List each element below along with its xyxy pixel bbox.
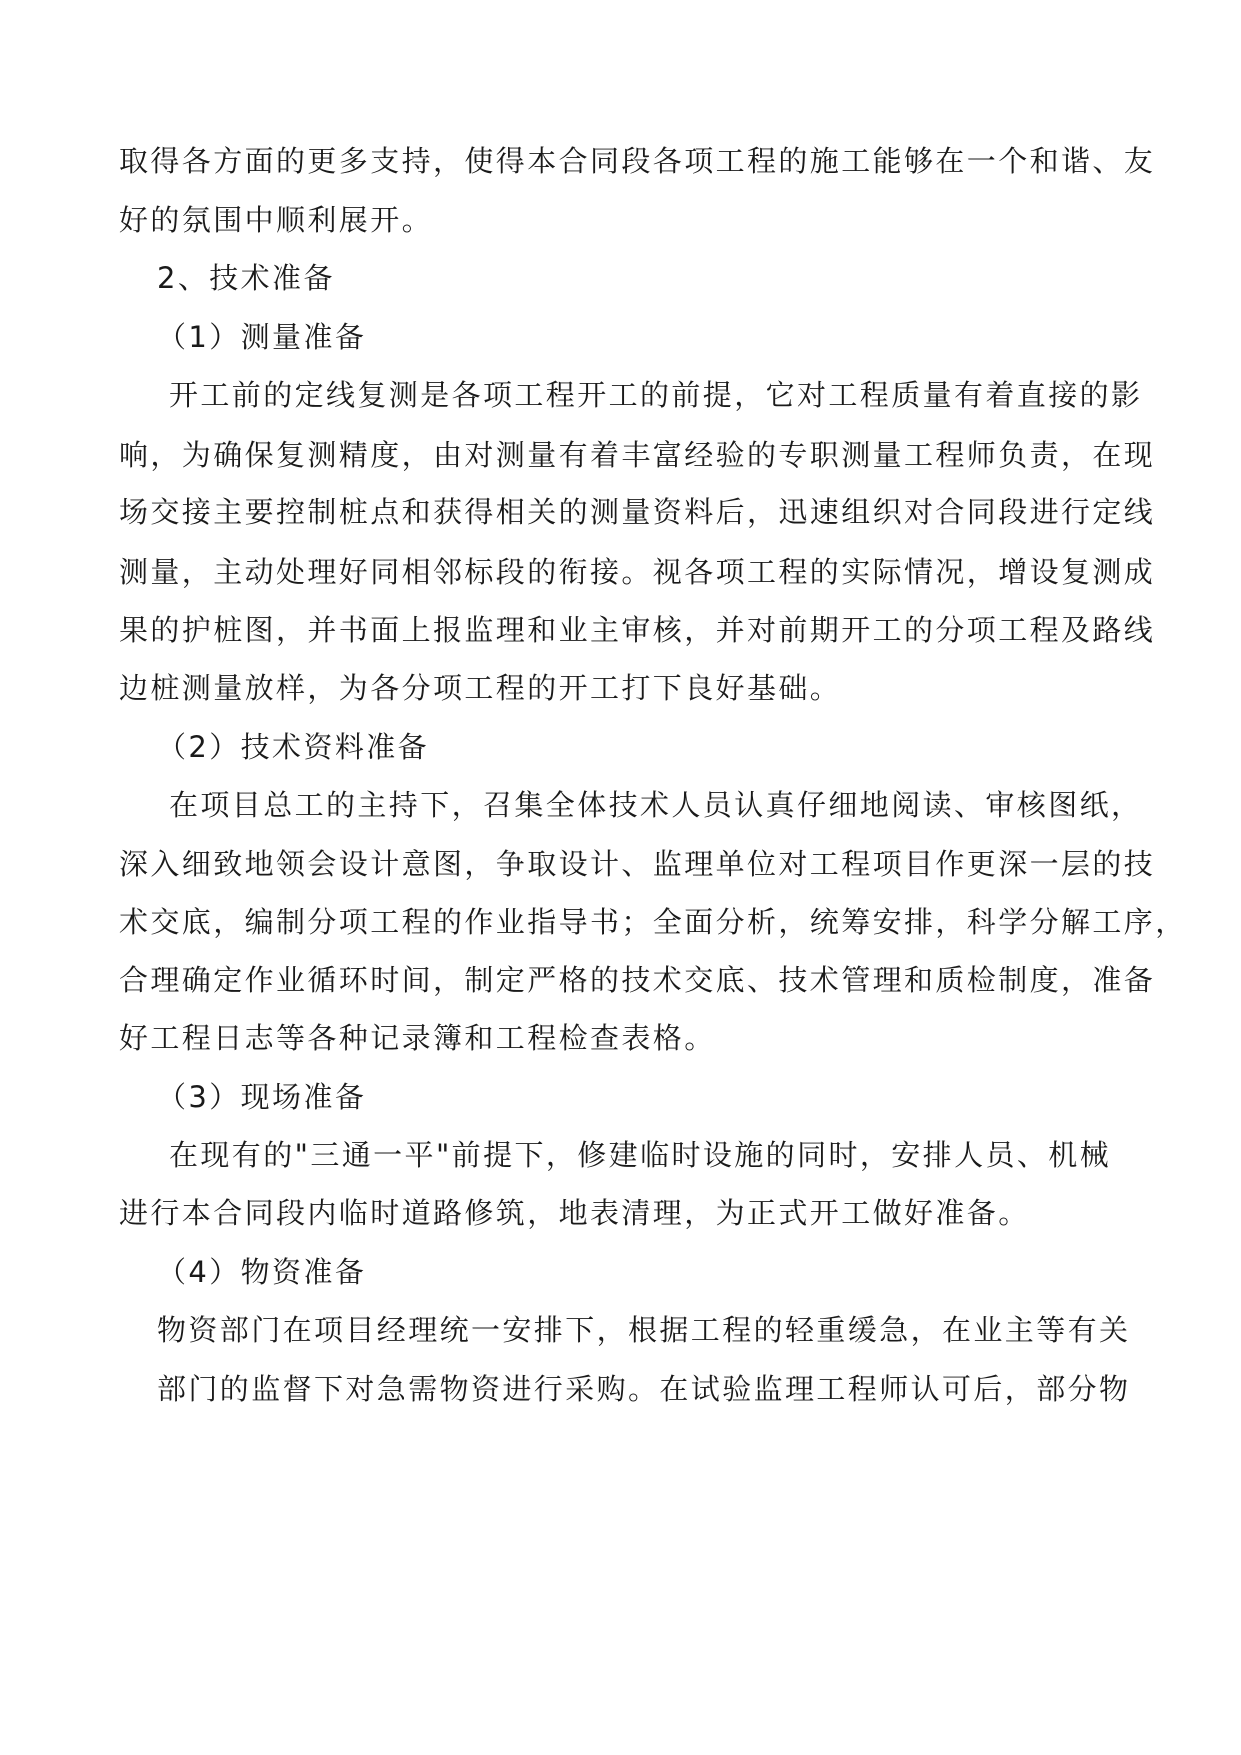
subsection-heading: （4）物资准备	[157, 1255, 367, 1289]
subsection-heading: （1）测量准备	[157, 320, 367, 354]
paragraph-line: 开工前的定线复测是各项工程开工的前提，它对工程质量有着直接的影	[169, 378, 1143, 412]
paragraph-line: 取得各方面的更多支持，使得本合同段各项工程的施工能够在一个和谐、友	[119, 144, 1156, 178]
paragraph-line: 果的护桩图，并书面上报监理和业主审核，并对前期开工的分项工程及路线	[119, 613, 1156, 647]
paragraph-line: 好的氛围中顺利展开。	[119, 203, 434, 237]
paragraph-line: 在项目总工的主持下，召集全体技术人员认真仔细地阅读、审核图纸，	[169, 788, 1143, 822]
subsection-heading: （2）技术资料准备	[157, 730, 430, 764]
paragraph-line: 边桩测量放样，为各分项工程的开工打下良好基础。	[119, 671, 842, 705]
paragraph-line: 在现有的"三通一平"前提下，修建临时设施的同时，安排人员、机械	[169, 1138, 1112, 1172]
paragraph-line: 术交底，编制分项工程的作业指导书；全面分析，统筹安排，科学分解工序，	[119, 905, 1187, 939]
paragraph-line: 场交接主要控制桩点和获得相关的测量资料后，迅速组织对合同段进行定线	[119, 495, 1156, 529]
paragraph-line: 深入细致地领会设计意图，争取设计、监理单位对工程项目作更深一层的技	[119, 847, 1156, 881]
paragraph-line: 好工程日志等各种记录簿和工程检查表格。	[119, 1021, 716, 1055]
paragraph-line: 测量，主动处理好同相邻标段的衔接。视各项工程的实际情况，增设复测成	[119, 555, 1156, 589]
paragraph-line: 进行本合同段内临时道路修筑，地表清理，为正式开工做好准备。	[119, 1196, 1030, 1230]
paragraph-line: 响，为确保复测精度，由对测量有着丰富经验的专职测量工程师负责，在现	[119, 438, 1156, 472]
subsection-heading: （3）现场准备	[157, 1080, 367, 1114]
paragraph-line: 部门的监督下对急需物资进行采购。在试验监理工程师认可后，部分物	[157, 1372, 1131, 1406]
paragraph-line: 物资部门在项目经理统一安排下，根据工程的轻重缓急，在业主等有关	[157, 1313, 1131, 1347]
section-heading: 2、技术准备	[157, 261, 335, 295]
paragraph-line: 合理确定作业循环时间，制定严格的技术交底、技术管理和质检制度，准备	[119, 963, 1156, 997]
